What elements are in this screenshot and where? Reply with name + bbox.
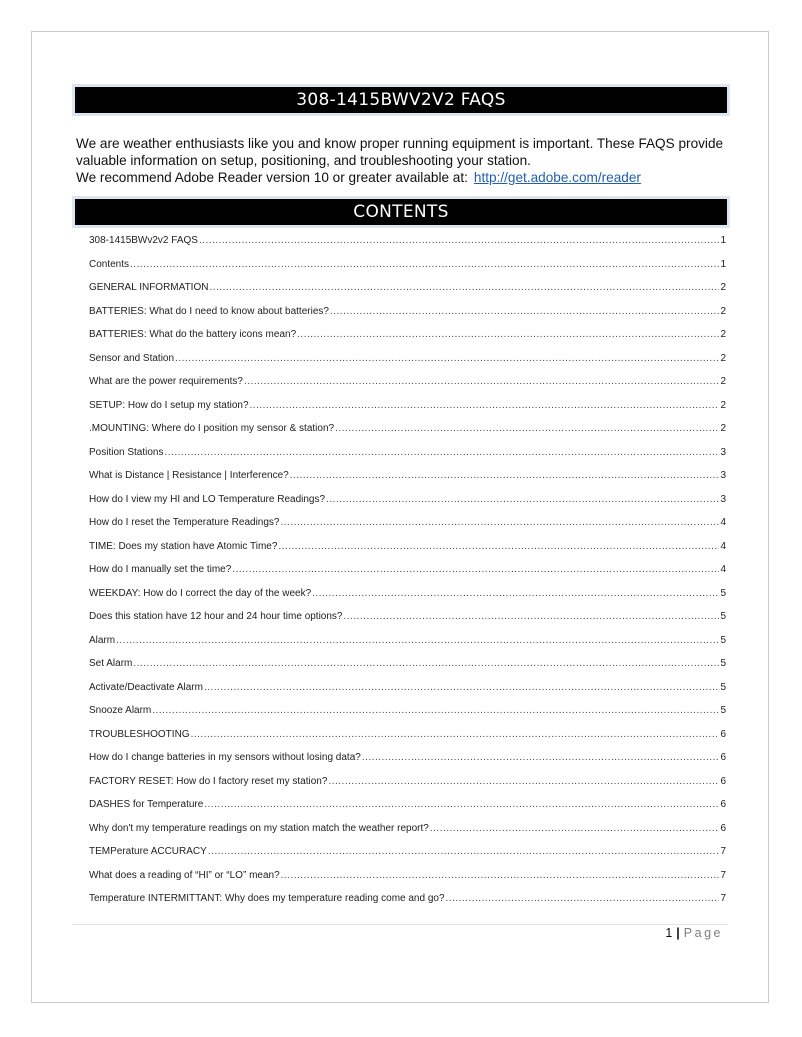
toc-dot-leader xyxy=(208,846,720,857)
toc-entry-page: 6 xyxy=(720,799,726,810)
toc-entry[interactable] xyxy=(89,682,726,706)
toc-entry-page: 2 xyxy=(720,399,726,411)
toc-entry[interactable] xyxy=(89,517,726,541)
toc-entry-title: Does this station have 12 hour and 24 hour time options? xyxy=(89,611,343,622)
toc-entry[interactable] xyxy=(89,470,726,494)
table-of-contents xyxy=(89,235,726,917)
toc-dot-leader xyxy=(116,635,719,646)
toc-dot-leader xyxy=(326,494,719,505)
toc-entry[interactable] xyxy=(89,282,726,306)
toc-entry-title: Temperature INTERMITTANT: Why does my temperature reading come and go? xyxy=(89,893,445,904)
toc-entry-page: 2 xyxy=(720,376,726,387)
toc-entry[interactable] xyxy=(89,400,726,424)
toc-entry-title: Alarm xyxy=(89,634,116,646)
title-banner xyxy=(72,84,730,116)
toc-entry-page: 6 xyxy=(720,822,726,834)
toc-entry-title: Activate/Deactivate Alarm xyxy=(89,681,203,693)
toc-entry-page: 7 xyxy=(720,869,726,881)
toc-entry-title: What is Distance | Resistance | Interference? xyxy=(89,470,289,481)
page-footer xyxy=(665,926,723,940)
toc-entry-page: 7 xyxy=(720,893,726,904)
toc-dot-leader xyxy=(297,329,719,340)
toc-entry-title: GENERAL INFORMATION xyxy=(89,282,209,293)
toc-dot-leader xyxy=(232,564,719,575)
toc-entry[interactable] xyxy=(89,658,726,682)
toc-dot-leader xyxy=(312,588,719,599)
toc-entry[interactable] xyxy=(89,588,726,612)
toc-entry-page: 2 xyxy=(720,305,726,317)
toc-entry-page: 2 xyxy=(720,352,726,364)
toc-dot-leader xyxy=(430,823,720,834)
toc-entry[interactable] xyxy=(89,329,726,353)
toc-dot-leader xyxy=(446,893,720,904)
toc-entry[interactable] xyxy=(89,259,726,283)
intro-paragraph xyxy=(76,135,736,186)
toc-entry-title: 308-1415BWv2v2 FAQS xyxy=(89,235,198,246)
intro-line-2: valuable information on setup, positioning, and troubleshooting your station. xyxy=(76,153,531,168)
toc-entry-page: 3 xyxy=(720,470,726,481)
toc-entry-title: How do I reset the Temperature Readings? xyxy=(89,517,280,528)
toc-entry-title: FACTORY RESET: How do I factory reset my station? xyxy=(89,775,328,787)
intro-line-3-text: We recommend Adobe Reader version 10 or greater available at: xyxy=(76,170,468,185)
toc-dot-leader xyxy=(191,729,720,740)
toc-entry[interactable] xyxy=(89,376,726,400)
toc-entry-title: How do I manually set the time? xyxy=(89,564,232,575)
toc-entry-page: 4 xyxy=(720,564,726,575)
toc-entry-title: Position Stations xyxy=(89,446,164,458)
toc-entry[interactable] xyxy=(89,870,726,894)
document-title: 308-1415BWV2V2 FAQS xyxy=(75,87,727,113)
toc-entry[interactable] xyxy=(89,494,726,518)
toc-dot-leader xyxy=(362,752,720,763)
toc-entry[interactable] xyxy=(89,611,726,635)
footer-divider xyxy=(72,924,728,925)
toc-dot-leader xyxy=(281,870,720,881)
toc-dot-leader xyxy=(175,353,719,364)
toc-entry-title: What does a reading of “HI” or “LO” mean? xyxy=(89,869,280,881)
toc-entry-title: What are the power requirements? xyxy=(89,376,243,387)
toc-entry-page: 5 xyxy=(720,681,726,693)
toc-entry-page: 7 xyxy=(720,846,726,857)
toc-dot-leader xyxy=(344,611,720,622)
toc-entry[interactable] xyxy=(89,541,726,565)
footer-separator: | xyxy=(676,926,680,940)
toc-dot-leader xyxy=(335,423,719,434)
footer-page-number: 1 xyxy=(665,926,673,940)
toc-entry[interactable] xyxy=(89,776,726,800)
toc-entry-page: 2 xyxy=(720,329,726,340)
toc-entry-page: 2 xyxy=(720,423,726,434)
contents-heading: CONTENTS xyxy=(75,199,727,225)
toc-entry[interactable] xyxy=(89,823,726,847)
toc-entry-page: 6 xyxy=(720,775,726,787)
toc-entry-page: 4 xyxy=(720,540,726,552)
toc-dot-leader xyxy=(204,682,720,693)
adobe-reader-link[interactable]: http://get.adobe.com/reader xyxy=(473,170,641,185)
toc-entry-title: .MOUNTING: Where do I position my sensor & station? xyxy=(89,423,335,434)
toc-entry-title: BATTERIES: What do the battery icons mean? xyxy=(89,329,297,340)
toc-entry-title: TEMPerature ACCURACY xyxy=(89,846,207,857)
contents-banner xyxy=(72,196,730,228)
toc-entry[interactable] xyxy=(89,235,726,259)
toc-entry-page: 5 xyxy=(720,634,726,646)
toc-entry-title: TROUBLESHOOTING xyxy=(89,728,190,740)
toc-entry-page: 1 xyxy=(720,235,726,246)
toc-dot-leader xyxy=(290,470,720,481)
toc-dot-leader xyxy=(328,776,719,787)
toc-entry[interactable] xyxy=(89,353,726,377)
toc-entry-page: 6 xyxy=(720,728,726,740)
toc-dot-leader xyxy=(130,259,719,270)
toc-entry-title: DASHES for Temperature xyxy=(89,799,204,810)
toc-entry[interactable] xyxy=(89,447,726,471)
toc-dot-leader xyxy=(204,799,719,810)
toc-entry[interactable] xyxy=(89,635,726,659)
toc-entry[interactable] xyxy=(89,564,726,588)
toc-entry-page: 5 xyxy=(720,587,726,599)
toc-entry-title: Snooze Alarm xyxy=(89,705,152,716)
toc-entry-title: SETUP: How do I setup my station? xyxy=(89,399,249,411)
toc-entry-page: 5 xyxy=(720,658,726,669)
toc-entry-title: Contents xyxy=(89,258,130,270)
intro-line-1: We are weather enthusiasts like you and know proper running equipment is important. These FAQS provide xyxy=(76,136,724,151)
toc-dot-leader xyxy=(330,306,719,317)
toc-entry-page: 4 xyxy=(720,517,726,528)
toc-entry-title: Set Alarm xyxy=(89,658,133,669)
toc-dot-leader xyxy=(209,282,719,293)
toc-entry-page: 3 xyxy=(720,493,726,505)
toc-entry[interactable] xyxy=(89,799,726,823)
toc-entry-page: 6 xyxy=(720,752,726,763)
intro-line-3 xyxy=(76,169,736,186)
toc-entry-page: 2 xyxy=(720,282,726,293)
toc-entry[interactable] xyxy=(89,846,726,870)
toc-dot-leader xyxy=(133,658,719,669)
toc-entry[interactable] xyxy=(89,752,726,776)
toc-dot-leader xyxy=(165,447,720,458)
toc-entry-title: Why don't my temperature readings on my station match the weather report? xyxy=(89,822,429,834)
toc-entry-title: WEEKDAY: How do I correct the day of the week? xyxy=(89,587,312,599)
toc-entry-page: 5 xyxy=(720,611,726,622)
toc-dot-leader xyxy=(250,400,720,411)
toc-entry-page: 5 xyxy=(720,705,726,716)
toc-dot-leader xyxy=(278,541,719,552)
toc-dot-leader xyxy=(199,235,719,246)
toc-dot-leader xyxy=(152,705,719,716)
toc-entry-title: BATTERIES: What do I need to know about batteries? xyxy=(89,305,329,317)
toc-dot-leader xyxy=(244,376,719,387)
toc-entry[interactable] xyxy=(89,893,726,917)
toc-entry[interactable] xyxy=(89,705,726,729)
toc-entry-page: 1 xyxy=(720,258,726,270)
toc-entry[interactable] xyxy=(89,423,726,447)
toc-entry[interactable] xyxy=(89,306,726,330)
toc-entry-title: How do I change batteries in my sensors without losing data? xyxy=(89,752,361,763)
footer-page-label: Page xyxy=(683,926,723,940)
toc-entry-page: 3 xyxy=(720,446,726,458)
toc-entry-title: Sensor and Station xyxy=(89,352,175,364)
toc-entry-title: How do I view my HI and LO Temperature Readings? xyxy=(89,493,326,505)
toc-dot-leader xyxy=(280,517,719,528)
toc-entry-title: TIME: Does my station have Atomic Time? xyxy=(89,540,278,552)
toc-entry[interactable] xyxy=(89,729,726,753)
